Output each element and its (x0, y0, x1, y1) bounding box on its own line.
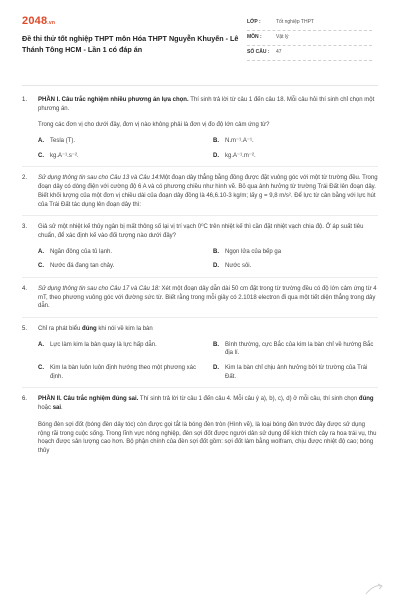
option-letter: D. (213, 263, 219, 270)
option-text: Lực làm kim la bàn quay là lực hấp dẫn. (50, 341, 157, 348)
option-b[interactable] (213, 248, 378, 257)
option-text: Ngọn lửa của bếp ga (225, 248, 282, 255)
meta-row-count (247, 46, 372, 61)
meta-key: MÔN : (247, 34, 262, 41)
divider (22, 277, 378, 278)
section-heading-bold: PHẦN II. Câu trắc nghiệm đúng sai. (38, 396, 139, 403)
option-letter: A. (38, 341, 44, 348)
section-heading-bold: PHẦN I. Câu trắc nghiệm nhiều phương án lựa chọn. (38, 97, 189, 103)
answer-options (38, 137, 378, 160)
option-c[interactable] (38, 364, 203, 381)
question-2 (22, 174, 378, 209)
question-stem: Giả sử một nhiệt kế thủy ngân bị mất thông số lại vị trí vạch 0⁰C trên nhiệt kế thì cần đặt nhiệt vạch chia độ. Ở áp suất tiêu chuẩn, để xác định kế vào đối tượng nào dưới đây? (38, 224, 364, 239)
option-d[interactable] (213, 364, 378, 381)
option-c[interactable] (38, 152, 203, 161)
question-stem: Trong các đơn vị cho dưới đây, đơn vị nào không phải là đơn vị đo độ lớn cảm ứng từ? (38, 122, 270, 129)
divider (22, 215, 378, 216)
question-number: 6. (22, 396, 28, 403)
section-heading (38, 395, 378, 412)
question-stem (38, 325, 378, 334)
heading-connector: hoặc (38, 405, 53, 412)
option-text: N.m⁻¹.A⁻¹. (225, 138, 254, 145)
option-letter: A. (38, 138, 44, 145)
option-letter: B. (213, 341, 219, 348)
document-header (22, 14, 378, 86)
answer-options (38, 248, 378, 271)
option-letter: B. (213, 248, 219, 255)
logo-suffix: .vn (47, 20, 56, 26)
option-text: Ngăn đông của tủ lạnh. (50, 248, 113, 255)
meta-key: LỚP : (247, 19, 261, 26)
heading-emphasis-true: đúng (358, 396, 374, 403)
option-letter: C. (38, 263, 44, 270)
question-text: Xét một đoạn dây dẫn dài 50 cm đặt trong từ trường đều có độ lớn cảm ứng từ 4 mT, theo phương vuông góc với đường sức từ. Biết rằng trong mỗi giây có 2.1018 electron đi qua một tiết diện thẳng trong dây dẫn. (38, 285, 377, 310)
meta-key: SỐ CÂU : (247, 49, 270, 56)
option-d[interactable] (213, 262, 378, 271)
option-b[interactable] (213, 137, 378, 146)
option-letter: C. (38, 152, 44, 159)
divider (22, 317, 378, 318)
logo-main: 2048 (22, 15, 48, 27)
shared-info-intro: Sử dụng thông tin sau cho Câu 17 và Câu 18: (38, 285, 160, 292)
option-letter: A. (38, 248, 44, 255)
option-c[interactable] (38, 262, 203, 271)
question-number: 3. (22, 224, 28, 231)
section-heading-rest: Thí sinh trả lời từ câu 1 đến câu 18. Mỗi câu hỏi thí sinh chỉ chọn một phương án. (38, 97, 375, 112)
heading-emphasis-false: sai (52, 405, 62, 412)
option-text: Kim la bàn chỉ chịu ảnh hưởng bởi từ trường của Trái Đất. (225, 365, 368, 380)
option-text: Tesla (T). (50, 138, 76, 145)
page-curl-icon (364, 582, 384, 596)
question-number: 2. (22, 175, 28, 182)
option-a[interactable] (38, 248, 203, 257)
option-letter: C. (38, 365, 44, 372)
option-a[interactable] (38, 341, 203, 358)
question-6 (22, 395, 378, 455)
section-heading (38, 96, 378, 113)
option-text: Nước sôi. (225, 263, 252, 270)
option-a[interactable] (38, 137, 203, 146)
section-heading-rest: Thí sinh trả lời từ câu 1 đến câu 4. Mỗi câu ý a), b), c), d) ở mỗi câu, thí sinh chọn (138, 396, 359, 403)
exam-meta (247, 16, 372, 61)
question-stem (38, 174, 378, 209)
question-number: 5. (22, 326, 28, 332)
question-number: 1. (22, 97, 28, 103)
question-text: Một đoạn dây thẳng bằng đồng được đặt vuông góc với một từ trường đều. Trong đoạn dây có dòng điện với cường độ 6 A và có phương chiều như hình vẽ. Bỏ qua ảnh hưởng từ trường Trái Đất lên đoạn dây. Biết khối lượng của một đơn vị chiều dài của đoạn dây đồng là 46,6.10-3 kg/m; lấy g = 9,8 m/s². Để lực từ cân bằng với lực hút của Trái Đất tác dụng lên đoạn dây thì: (38, 175, 378, 208)
question-1 (22, 96, 378, 160)
option-text: Nước đá đang tan chảy. (50, 263, 115, 270)
heading-end: . (61, 405, 63, 412)
stem-before: Chỉ ra phát biểu (38, 326, 83, 332)
option-text: Bình thường, cực Bắc của kim la bàn chỉ về hướng Bắc địa lí. (225, 341, 374, 357)
option-text: kg.A⁻¹.s⁻². (50, 152, 79, 159)
question-5 (22, 325, 378, 381)
question-stem (38, 285, 378, 311)
option-letter: B. (213, 138, 219, 145)
stem-after: khi nói về kim la bàn (96, 326, 153, 332)
question-4 (22, 285, 378, 311)
stem-emphasis: đúng (82, 326, 97, 332)
meta-row-subject (247, 31, 372, 46)
shared-info-intro: Sử dụng thông tin sau cho Câu 13 và Câu 14: (38, 175, 160, 182)
option-letter: D. (213, 365, 219, 372)
question-number: 4. (22, 285, 28, 292)
option-b[interactable] (213, 341, 378, 358)
exam-title: Đề thi thử tốt nghiệp THPT môn Hóa THPT Nguyễn Khuyến - Lê Thánh Tông HCM - Lần 1 có đáp án (22, 33, 239, 55)
meta-value: Vật lý (276, 34, 289, 41)
divider (22, 387, 378, 388)
option-text: kg.A⁻¹.m⁻². (225, 152, 256, 159)
option-letter: D. (213, 152, 219, 159)
passage-text: Bóng đèn sợi đốt (bóng đèn dây tóc) còn được gọi tắt là bóng đèn tròn (Hình vẽ), là loại bóng đèn trước đây được sử dụng rộng rãi trong cuộc sống. Trong lĩnh vực nông nghiệp, đèn sợi đốt được người dân sử dụng để kích thích cây ra hoa trái vụ, thu hoạch được sản lượng cao hơn. Bộ phận chính của đèn sợi đốt gồm: sợi đốt làm bằng wolfram, chịu được nhiệt độ cao; bóng thủy (38, 421, 377, 454)
question-3 (22, 223, 378, 271)
option-d[interactable] (213, 152, 378, 161)
answer-options (38, 341, 378, 382)
meta-row-class (247, 16, 372, 31)
meta-value: Tốt nghiệp THPT (276, 19, 314, 26)
divider (22, 166, 378, 167)
option-text: Kim la bàn luôn luôn định hướng theo một phương xác định. (50, 365, 196, 380)
meta-value: 47 (276, 49, 282, 56)
